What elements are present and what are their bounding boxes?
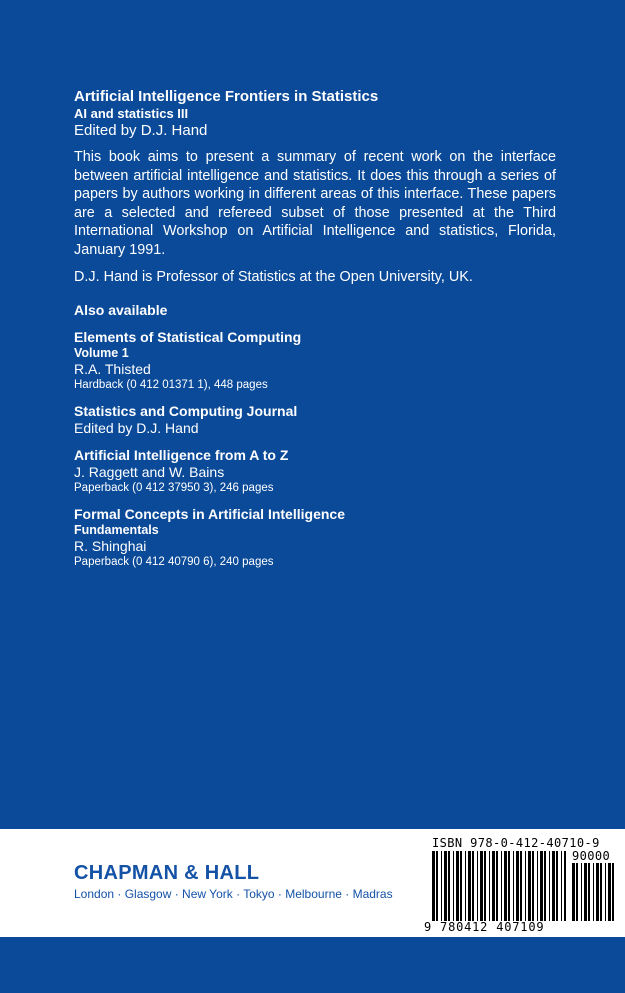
barcode-bar — [432, 851, 435, 921]
barcode-bar — [584, 863, 587, 921]
publisher-name: CHAPMAN & HALL — [74, 862, 260, 884]
barcode-bar — [508, 851, 510, 921]
related-book-title: Formal Concepts in Artificial Intelligence — [74, 505, 345, 522]
book-blurb: This book aims to present a summary of recent work on the interface between artificial intelligence and statistics. It does this through a series of papers by authors working in different areas of this interface. These papers are a selected and refereed subset of those presented at the Third International Workshop on Artificial Intelligence and statistics, Florida, January 1991. — [74, 149, 556, 258]
barcode-addon: 90000 — [572, 849, 611, 863]
cover-text — [74, 88, 556, 570]
barcode-bar — [581, 863, 582, 921]
barcode-bar — [528, 851, 531, 921]
barcode-bar — [496, 851, 498, 921]
barcode-digits: 9 780412 407109 — [424, 920, 545, 934]
barcode-bar — [501, 851, 502, 921]
isbn-label: ISBN 978-0-412-40710-9 — [432, 836, 600, 850]
barcode-bar — [453, 851, 454, 921]
book-title: Artificial Intelligence Frontiers in Statistics — [74, 88, 379, 105]
related-book — [74, 403, 556, 437]
barcode-bar — [468, 851, 471, 921]
related-book-author: Edited by D.J. Hand — [74, 419, 199, 436]
barcode-bar — [576, 863, 578, 921]
related-book-title: Elements of Statistical Computing — [74, 328, 302, 345]
related-book-author: R.A. Thisted — [74, 360, 151, 377]
barcode-bar — [472, 851, 474, 921]
barcode-bar — [480, 851, 483, 921]
barcode-bar — [444, 851, 447, 921]
barcode-bar — [605, 863, 606, 921]
publisher-cities: London · Glasgow · New York · Tokyo · Melbourne · Madras — [74, 887, 393, 901]
barcode-bar — [492, 851, 495, 921]
barcode-bar — [489, 851, 490, 921]
related-book-detail: Hardback (0 412 01371 1), 448 pages — [74, 378, 268, 391]
barcode-bar — [525, 851, 526, 921]
barcode-bar — [549, 851, 550, 921]
barcode-bar — [540, 851, 543, 921]
related-book-detail: Paperback (0 412 40790 6), 240 pages — [74, 555, 274, 568]
barcode-bar — [552, 851, 555, 921]
barcode-bar — [588, 863, 590, 921]
barcode-bar — [564, 851, 566, 921]
related-book — [74, 329, 556, 393]
barcode-bar — [572, 863, 575, 921]
barcode-bar — [537, 851, 538, 921]
related-book-detail: Paperback (0 412 37950 3), 246 pages — [74, 481, 274, 494]
related-book-subtitle: Volume 1 — [74, 345, 129, 360]
related-book-author: R. Shinghai — [74, 537, 147, 554]
barcode-bar — [520, 851, 522, 921]
barcode — [420, 833, 620, 935]
author-bio: D.J. Hand is Professor of Statistics at the Open University, UK. — [74, 268, 473, 285]
barcode-bar — [504, 851, 507, 921]
barcode-bar — [448, 851, 450, 921]
barcode-bar — [516, 851, 519, 921]
related-book-title: Statistics and Computing Journal — [74, 402, 298, 419]
barcode-bar — [436, 851, 438, 921]
barcode-bar — [608, 863, 611, 921]
barcode-bar — [556, 851, 558, 921]
barcode-bar — [513, 851, 514, 921]
barcode-bar — [532, 851, 534, 921]
book-editor: Edited by D.J. Hand — [74, 122, 208, 139]
barcode-bar — [456, 851, 459, 921]
book-subtitle: AI and statistics III — [74, 106, 189, 121]
barcode-bar — [477, 851, 478, 921]
barcode-bar — [593, 863, 594, 921]
related-book-title: Artificial Intelligence from A to Z — [74, 446, 289, 463]
related-book-subtitle: Fundamentals — [74, 522, 159, 537]
barcode-bar — [596, 863, 599, 921]
also-available-heading: Also available — [74, 301, 168, 318]
barcode-bar — [465, 851, 466, 921]
barcode-bar — [484, 851, 486, 921]
barcode-bar — [600, 863, 602, 921]
barcode-bar — [561, 851, 562, 921]
barcode-bar — [544, 851, 546, 921]
barcode-bar — [612, 863, 614, 921]
related-book-author: J. Raggett and W. Bains — [74, 463, 225, 480]
barcode-bar — [441, 851, 442, 921]
publisher-footer — [0, 829, 625, 937]
related-book — [74, 506, 556, 570]
related-book — [74, 447, 556, 496]
barcode-bar — [460, 851, 462, 921]
